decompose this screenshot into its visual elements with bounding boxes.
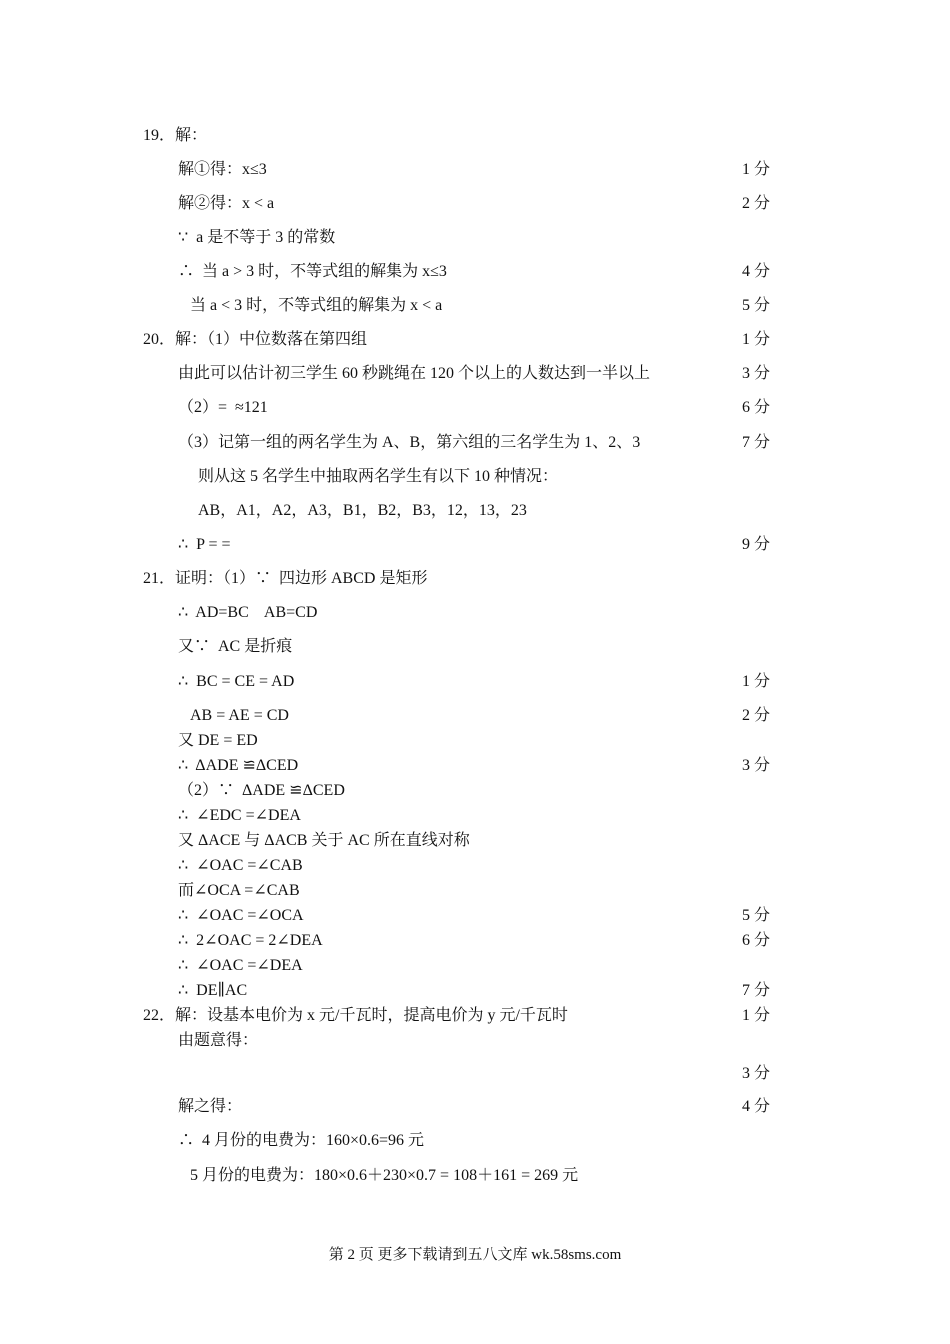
text-line: ∴ 当 a > 3 时，不等式组的解集为 x≤3 [178, 263, 447, 280]
text-line: ∴ 2∠OAC = 2∠DEA [178, 932, 323, 949]
text-line: （3）记第一组的两名学生为 A、B，第六组的三名学生为 1、2、3 [178, 434, 641, 451]
score: 4 分 [742, 1098, 771, 1115]
text-line: 由题意得： [178, 1032, 259, 1049]
page-footer: 第 2 页 更多下载请到五八文库 wk.58sms.com [328, 1247, 622, 1263]
score: 5 分 [742, 297, 771, 314]
score: 5 分 [742, 907, 771, 924]
score: 3 分 [742, 757, 771, 774]
score: 6 分 [742, 932, 771, 949]
score: 9 分 [742, 536, 771, 553]
text-line: 5 月份的电费为：180×0.6＋230×0.7 = 108＋161 = 269 元 [190, 1167, 579, 1184]
score: 3 分 [742, 365, 771, 382]
q21-title: 21．证明：（1）∵ 四边形 ABCD 是矩形 [143, 570, 428, 587]
text-line: AB，A1，A2，A3，B1，B2，B3，12，13，23 [198, 502, 527, 519]
text-line: 解之得： [178, 1098, 243, 1115]
text-line: ∴ P = = [178, 536, 231, 553]
text-line: ∴ 4 月份的电费为：160×0.6=96 元 [178, 1132, 425, 1149]
text-line: 解①得：x≤3 [178, 161, 267, 178]
text-line: ∴ ∠OAC =∠CAB [178, 857, 303, 874]
text-line: ∴ ∠OAC =∠DEA [178, 957, 303, 974]
text-line: ∴ BC = CE = AD [178, 673, 295, 690]
text-line: 又 ΔACE 与 ΔACB 关于 AC 所在直线对称 [178, 832, 470, 849]
text-line: AB = AE = CD [190, 707, 289, 724]
score: 3 分 [742, 1065, 771, 1082]
q20-title: 20．解：（1）中位数落在第四组 [143, 331, 368, 348]
text-line: ∴ ΔADE ≌ΔCED [178, 757, 299, 774]
text-line: ∴ ∠EDC =∠DEA [178, 807, 301, 824]
score: 1 分 [742, 161, 771, 178]
q22-title: 22．解：设基本电价为 x 元/千瓦时，提高电价为 y 元/千瓦时 [143, 1007, 568, 1024]
text-line: 由此可以估计初三学生 60 秒跳绳在 120 个以上的人数达到一半以上 [178, 365, 651, 382]
score: 7 分 [742, 434, 771, 451]
text-line: 又 DE = ED [178, 732, 258, 749]
text-line: 解②得：x < a [178, 195, 275, 212]
text-line: 又∵ AC 是折痕 [178, 638, 293, 655]
text-line: ∵ a 是不等于 3 的常数 [178, 229, 336, 246]
score: 1 分 [742, 673, 771, 690]
score: 2 分 [742, 707, 771, 724]
text-line: 当 a < 3 时，不等式组的解集为 x < a [190, 297, 443, 314]
q19-title: 19．解： [143, 127, 208, 144]
text-line: （2）= ≈121 [178, 399, 268, 416]
text-line: 则从这 5 名学生中抽取两名学生有以下 10 种情况： [198, 468, 559, 485]
text-line: （2）∵ ΔADE ≌ΔCED [178, 782, 345, 799]
score: 4 分 [742, 263, 771, 280]
text-line: ∴ ∠OAC =∠OCA [178, 907, 304, 924]
text-line: ∴ DE∥AC [178, 982, 248, 999]
score: 1 分 [742, 1007, 771, 1024]
text-line: 而∠OCA =∠CAB [178, 882, 300, 899]
score: 2 分 [742, 195, 771, 212]
score: 7 分 [742, 982, 771, 999]
score: 6 分 [742, 399, 771, 416]
score: 1 分 [742, 331, 771, 348]
text-line: ∴ AD=BC AB=CD [178, 604, 318, 621]
